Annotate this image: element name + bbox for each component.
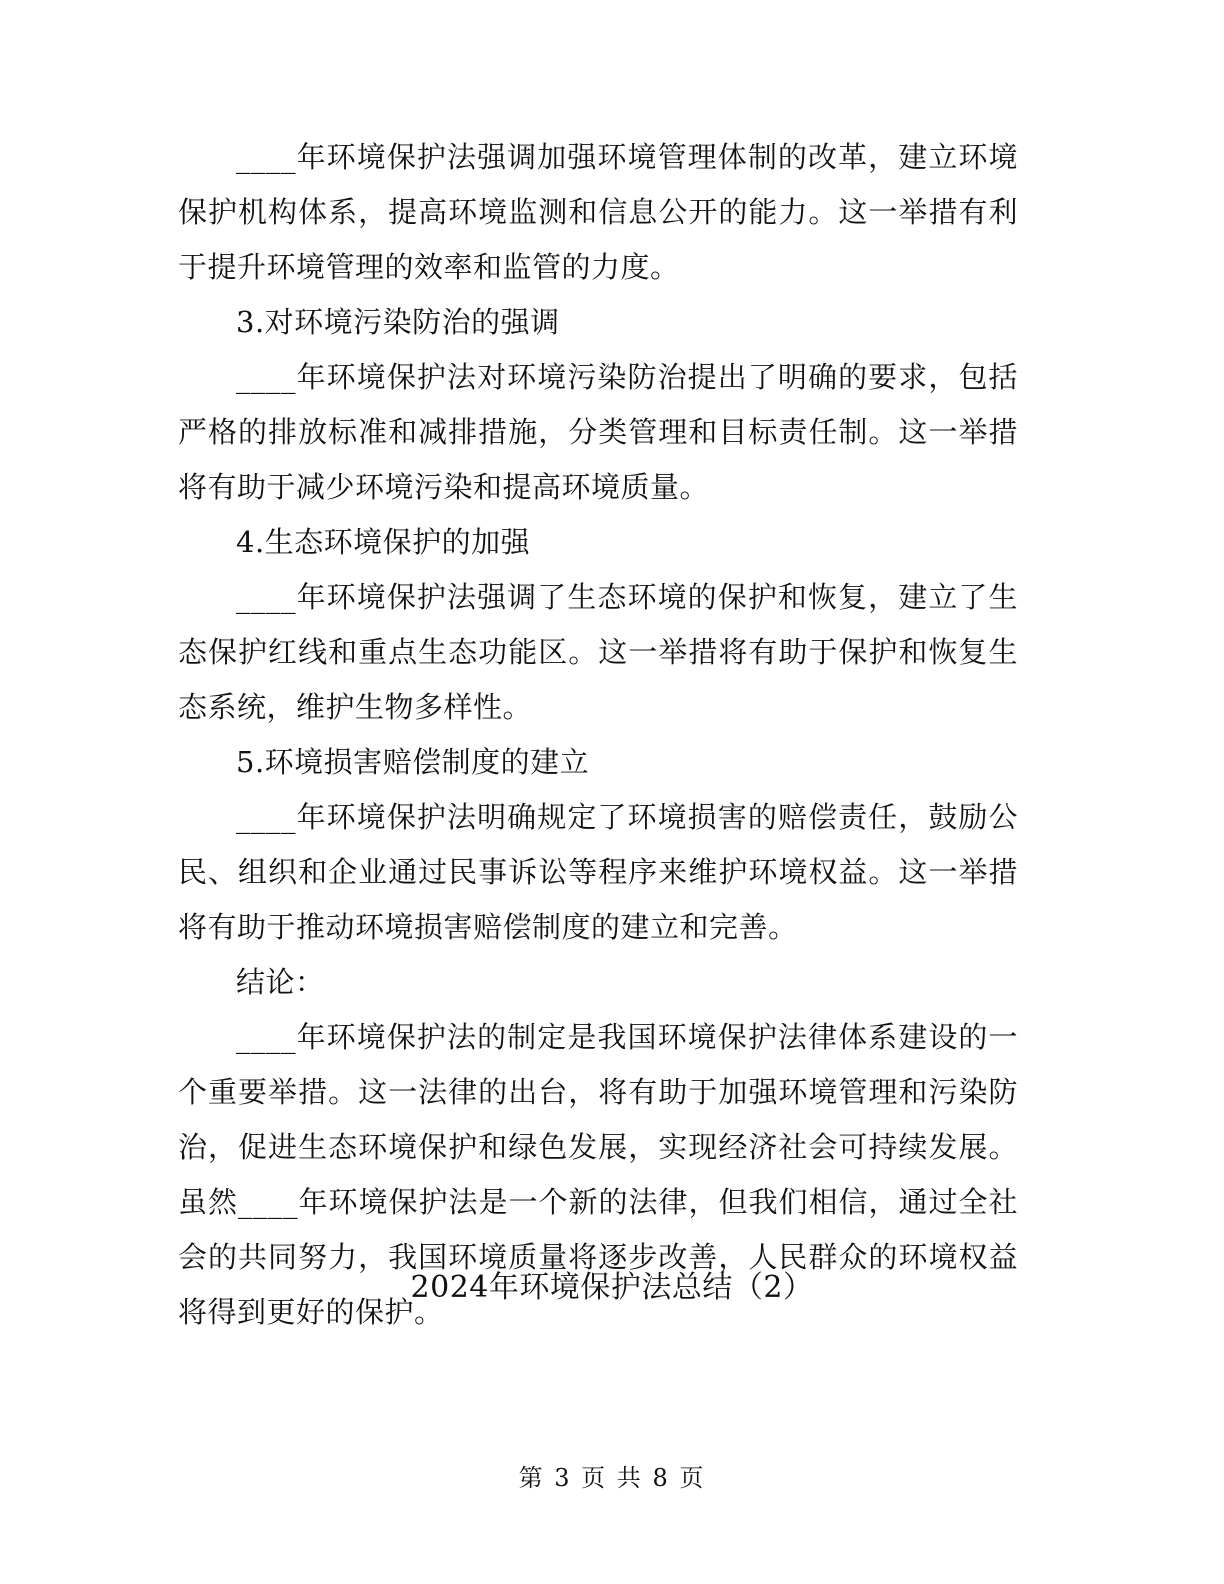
- document-body: [178, 130, 1018, 1340]
- section-heading-5: 5.环境损害赔偿制度的建立: [236, 745, 590, 779]
- paragraph-damage-compensation: ____年环境保护法明确规定了环境损害的赔偿责任，鼓励公民、组织和企业通过民事诉讼等程序来维护环境权益。这一举措将有助于推动环境损害赔偿制度的建立和完善。: [178, 800, 1018, 944]
- paragraph-management-reform: ____年环境保护法强调加强环境管理体制的改革，建立环境保护机构体系，提高环境监测和信息公开的能力。这一举措有利于提升环境管理的效率和监管的力度。: [178, 140, 1018, 284]
- conclusion-heading: 结论：: [236, 965, 325, 999]
- document-title: 2024年环境保护法总结（2）: [410, 1270, 814, 1305]
- paragraph-ecological-protection: ____年环境保护法强调了生态环境的保护和恢复，建立了生态保护红线和重点生态功能区。这一举措将有助于保护和恢复生态系统，维护生物多样性。: [178, 580, 1018, 724]
- paragraph-conclusion: ____年环境保护法的制定是我国环境保护法律体系建设的一个重要举措。这一法律的出台，将有助于加强环境管理和污染防治，促进生态环境保护和绿色发展，实现经济社会可持续发展。虽然____年环境保护法是一个新的法律，但我们相信，通过全社会的共同努力，我国环境质量将逐步改善，人民群众的环境权益将得到更好的保护。: [178, 1020, 1018, 1329]
- paragraph-pollution-control: ____年环境保护法对环境污染防治提出了明确的要求，包括严格的排放标准和减排措施，分类管理和目标责任制。这一举措将有助于减少环境污染和提高环境质量。: [178, 360, 1018, 504]
- section-heading-3: 3.对环境污染防治的强调: [236, 305, 560, 339]
- page-number-footer: 第 3 页 共 8 页: [518, 1464, 706, 1492]
- section-heading-4: 4.生态环境保护的加强: [236, 525, 531, 559]
